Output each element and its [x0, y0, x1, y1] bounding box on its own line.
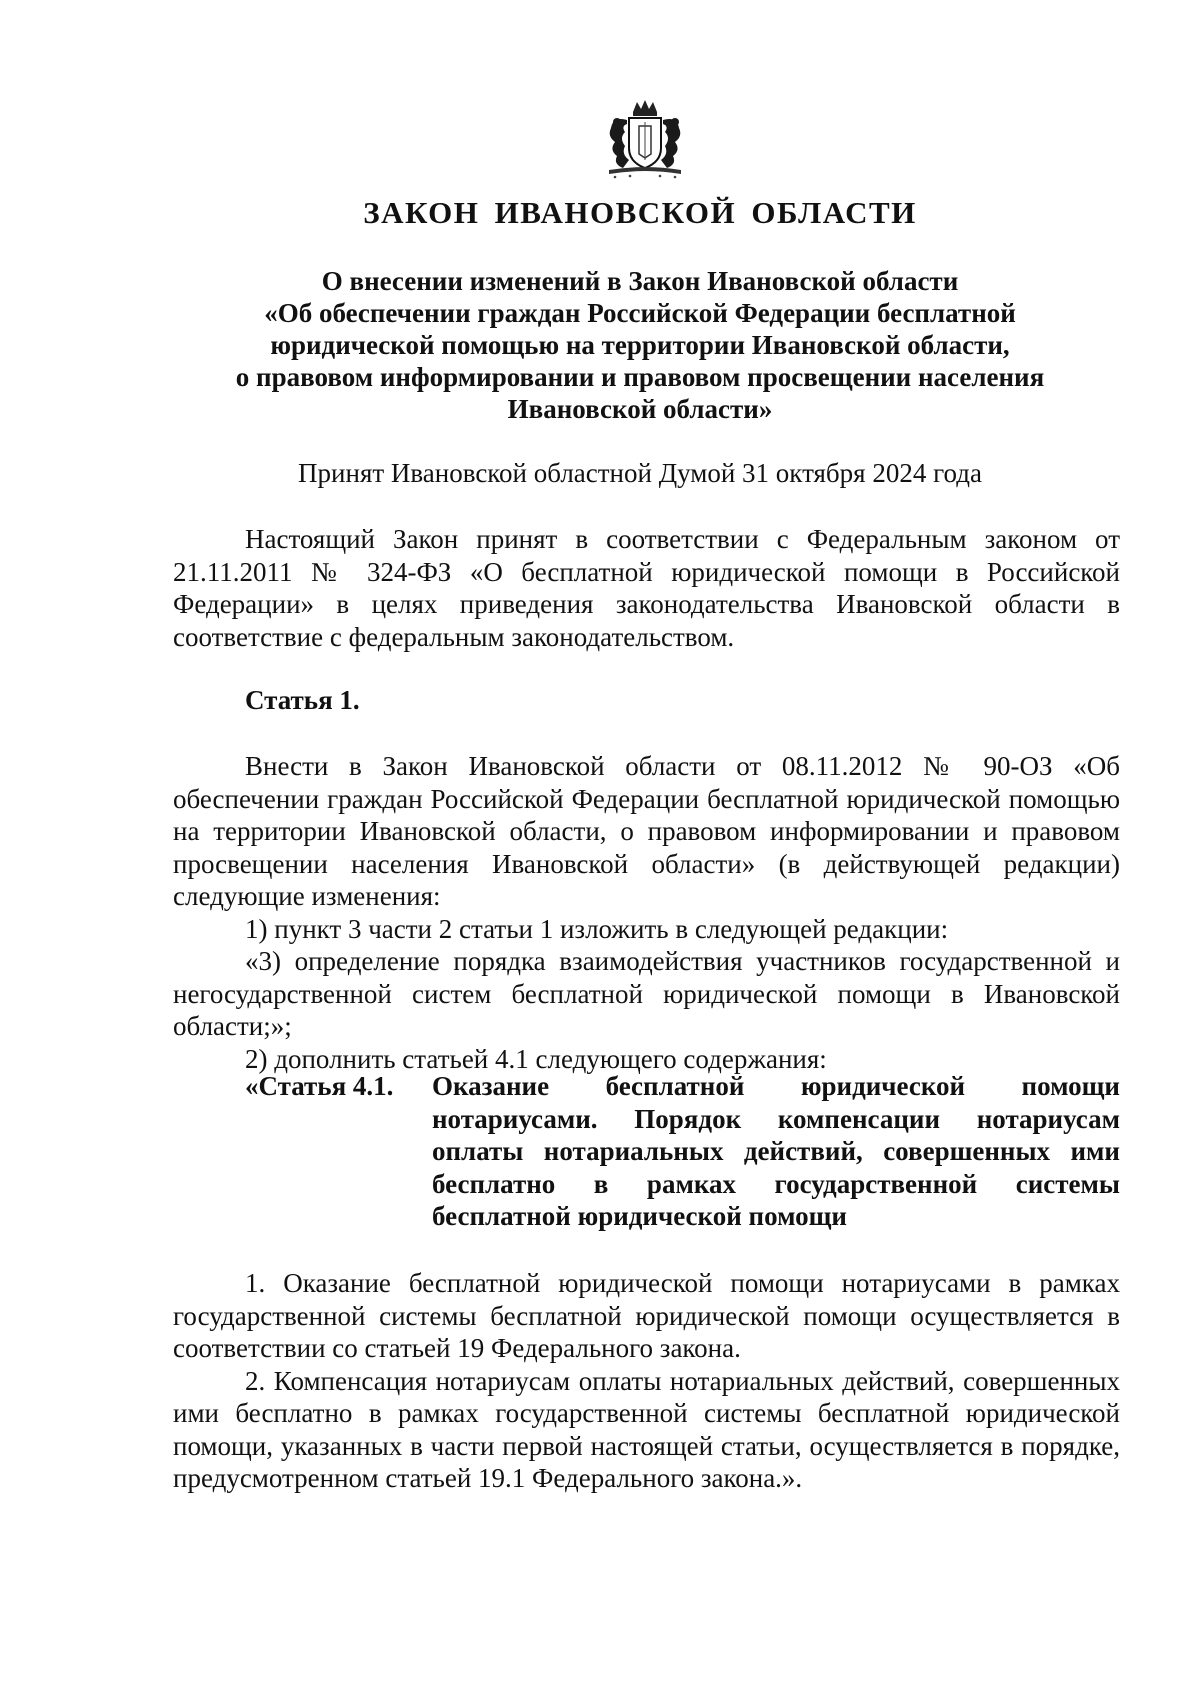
inserted-article-heading: [245, 1070, 1120, 1233]
title-line: «Об обеспечении граждан Российской Федерации бесплатной: [264, 298, 1016, 328]
inserted-article-part-1: 1. Оказание бесплатной юридической помощи нотариусами в рамках государственной системы бесплатной юридической помощи осуществляется в соответствии со статьей 19 Федерального закона.: [173, 1268, 1120, 1363]
preamble-block: [173, 523, 1120, 653]
inserted-article-body: [173, 1267, 1120, 1495]
title-line: юридической помощью на территории Ивановской области,: [270, 330, 1010, 360]
inserted-article-number: «Статья 4.1.: [245, 1071, 394, 1101]
title-line: о правовом информировании и правовом просвещении населения: [235, 362, 1045, 392]
document-title: [160, 265, 1120, 425]
coat-of-arms-emblem: [595, 98, 695, 180]
inserted-article-part-2: 2. Компенсация нотариусам оплаты нотариальных действий, совершенных ими бесплатно в рамках государственной системы бесплатной юридической помощи, указанных в части первой настоящей статьи, осуществляется в порядке, предусмотренном статьей 19.1 Федерального закона.».: [173, 1365, 1120, 1493]
article-1-intro: Внести в Закон Ивановской области от 08.11.2012 № 90-ОЗ «Об обеспечении граждан Российской Федерации бесплатной юридической помощью на территории Ивановской области, о правовом информировании и правовом просвещении населения Ивановской области» (в действующей редакции) следующие изменения:: [173, 751, 1120, 911]
title-line: Ивановской области»: [507, 394, 773, 424]
article-1-heading: Статья 1.: [245, 685, 360, 715]
coat-of-arms-icon: [595, 98, 695, 180]
amendment-item-1-text: «3) определение порядка взаимодействия участников государственной и негосударственной систем бесплатной юридической помощи в Ивановской области;»;: [173, 946, 1120, 1041]
amendment-item-1: 1) пункт 3 части 2 статьи 1 изложить в следующей редакции:: [245, 913, 949, 944]
adoption-note: Принят Ивановской областной Думой 31 октября 2024 года: [298, 458, 982, 488]
title-line: О внесении изменений в Закон Ивановской области: [321, 266, 959, 296]
inserted-article-title: Оказание бесплатной юридической помощи нотариусами. Порядок компенсации нотариусам оплаты нотариальных действий, совершенных ими бесплатно в рамках государственной системы бесплатной юридической помощи: [432, 1071, 1120, 1231]
preamble-paragraph: Настоящий Закон принят в соответствии с Федеральным законом от 21.11.2011 № 324-ФЗ «О бесплатной юридической помощи в Российской Федерации» в целях приведения законодательства Ивановской области в соответствие с федеральным законодательством.: [173, 524, 1120, 652]
amendment-item-2: 2) дополнить статьей 4.1 следующего содержания:: [245, 1043, 827, 1074]
document-type: ЗАКОН ИВАНОВСКОЙ ОБЛАСТИ: [363, 195, 917, 230]
article-1-body: [173, 750, 1120, 1075]
